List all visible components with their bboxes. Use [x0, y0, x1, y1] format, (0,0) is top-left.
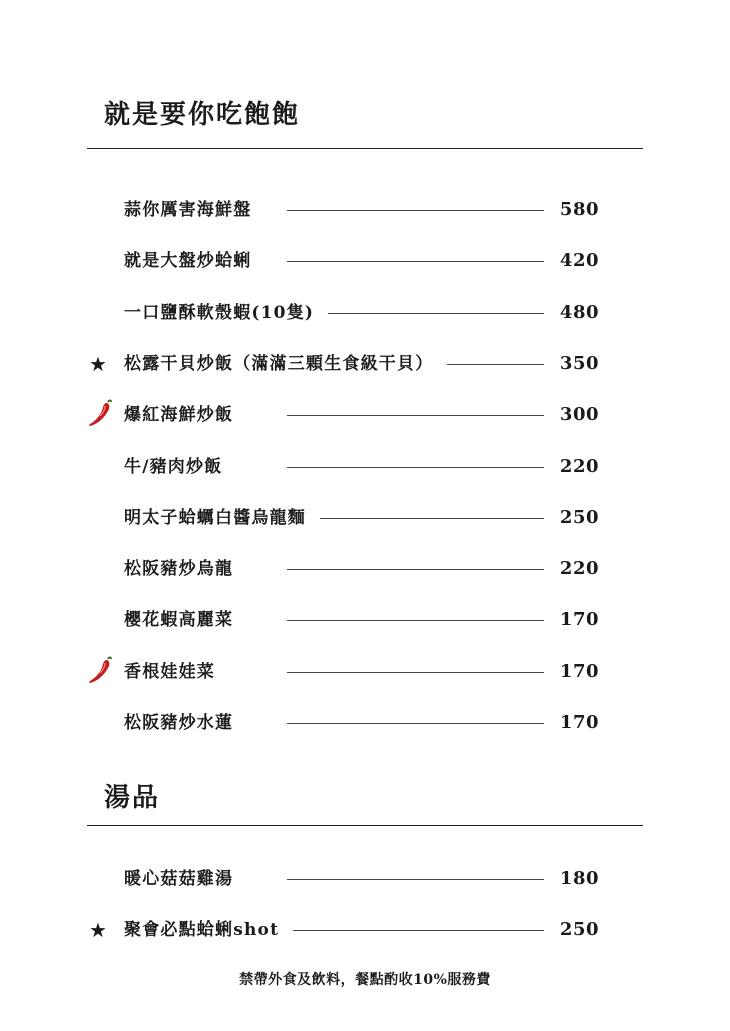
star-icon: ★ — [89, 351, 107, 376]
leader-line — [287, 569, 544, 570]
menu-item-price: 180 — [559, 868, 599, 889]
menu-item — [87, 505, 599, 531]
chili-pepper-icon — [87, 659, 117, 685]
leader-line — [287, 415, 544, 416]
leader-line — [287, 672, 544, 673]
menu-item-name: 牛/豬肉炒飯 — [124, 456, 223, 477]
leader-line — [447, 364, 544, 365]
menu-item-name: 松阪豬炒烏龍 — [124, 559, 234, 580]
menu-item — [87, 248, 599, 274]
section-divider — [87, 148, 643, 149]
menu-item-price: 170 — [559, 660, 599, 682]
menu-item — [87, 402, 599, 428]
menu-item-name: 松阪豬炒水蓮 — [124, 713, 234, 733]
leader-line — [287, 879, 544, 880]
menu-item-name: 蒜你厲害海鮮盤 — [124, 200, 252, 220]
leader-line — [293, 930, 544, 931]
menu-item-price: 480 — [559, 301, 599, 323]
leader-line — [320, 518, 544, 519]
menu-item — [87, 917, 599, 943]
menu-item-price: 300 — [559, 404, 599, 426]
menu-item-name: 松露干貝炒飯（滿滿三顆生食級干貝） — [124, 353, 434, 374]
menu-item — [87, 866, 599, 892]
star-icon: ★ — [89, 918, 107, 942]
menu-item — [87, 351, 599, 377]
menu-item-price: 250 — [559, 919, 599, 940]
leader-line — [328, 313, 544, 314]
menu-item — [87, 454, 599, 480]
menu-item-price: 170 — [559, 609, 599, 631]
leader-line — [287, 261, 544, 262]
leader-line — [287, 210, 544, 211]
section-title-mains: 就是要你吃飽飽 — [104, 100, 301, 130]
menu-item-price: 170 — [559, 712, 599, 733]
leader-line — [287, 467, 544, 468]
menu-item-name: 香根娃娃菜 — [124, 661, 215, 682]
section-divider — [87, 825, 643, 826]
leader-line — [287, 620, 544, 621]
menu-item-price: 250 — [559, 506, 599, 528]
section-title-soups: 湯品 — [104, 783, 161, 813]
menu-item-name: 聚會必點蛤蜊shot — [124, 920, 280, 940]
menu-item-name: 暖心菇菇雞湯 — [124, 869, 234, 889]
menu-item-name: 爆紅海鮮炒飯 — [124, 405, 234, 426]
menu-item-price: 220 — [559, 558, 599, 580]
menu-item — [87, 659, 599, 685]
menu-item-name: 櫻花蝦高麗菜 — [124, 610, 234, 631]
menu-item-price: 350 — [559, 352, 599, 374]
menu-item — [87, 556, 599, 582]
menu-item — [87, 197, 599, 223]
leader-line — [287, 723, 544, 724]
menu-item-name: 就是大盤炒蛤蜊 — [124, 251, 252, 272]
chili-pepper-icon — [87, 402, 117, 428]
menu-item-name: 明太子蛤蠣白醬烏龍麵 — [124, 507, 306, 528]
menu-item — [87, 300, 599, 326]
service-charge-note: 禁帶外食及飲料，餐點酌收10%服務費 — [239, 972, 491, 988]
menu-item — [87, 607, 599, 633]
menu-item-price: 580 — [559, 199, 599, 220]
menu-item-price: 420 — [559, 250, 599, 272]
menu-item-name: 一口鹽酥軟殼蝦(10隻) — [124, 302, 315, 323]
menu-item — [87, 710, 599, 736]
menu-item-price: 220 — [559, 455, 599, 477]
